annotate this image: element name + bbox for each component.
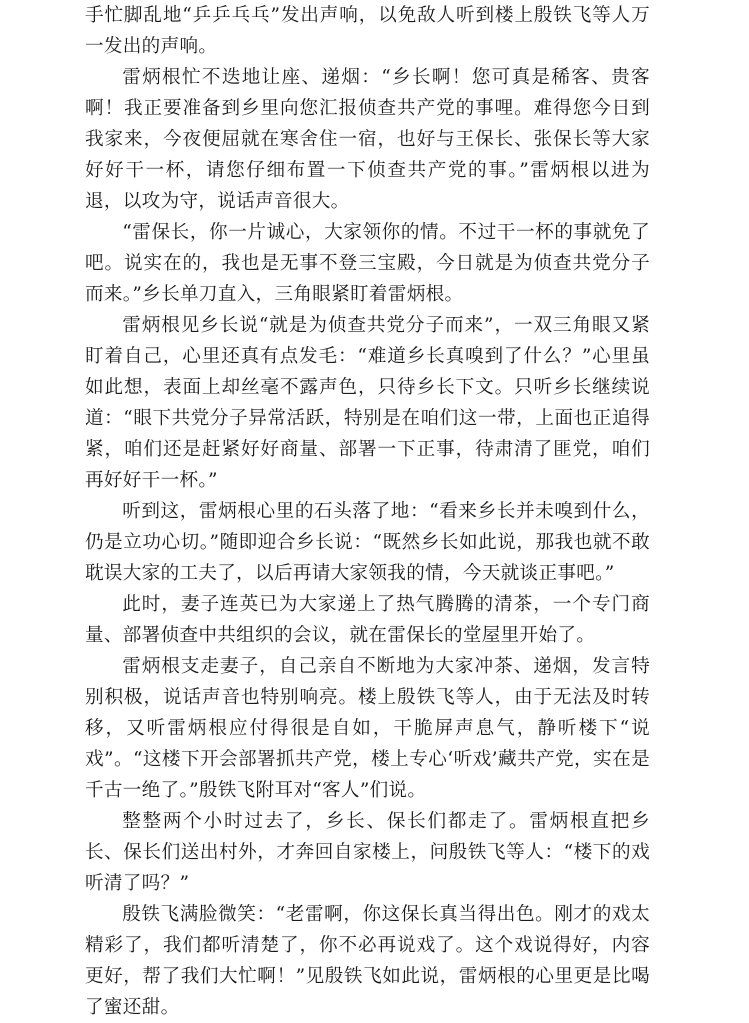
paragraph: 此时，妻子连英已为大家递上了热气腾腾的清茶，一个专门商量、部署侦查中共组织的会议，就在雷保长的堂屋里开始了。 (85, 594, 650, 646)
paragraph: 雷炳根忙不迭地让座、递烟：“乡长啊！您可真是稀客、贵客啊！我正要准备到乡里向您汇报侦查共产党的事哩。难得您今日到我家来，今夜便屈就在寒舍住一宿，也好与王保长、张保长等大家好好干一杯，请您仔细布置一下侦查共产党的事。”雷炳根以进为退，以攻为守，说话声音很大。 (85, 67, 650, 212)
page-text-column (85, 0, 650, 1023)
paragraph: “雷保长，你一片诚心，大家领你的情。不过干一杯的事就免了吧。说实在的，我也是无事不登三宝殿，今日就是为侦查共党分子而来。”乡长单刀直入，三角眼紧盯着雷炳根。 (85, 222, 650, 305)
paragraph: 整整两个小时过去了，乡长、保长们都走了。雷炳根直把乡长、保长们送出村外，才奔回自家楼上，问殷铁飞等人：“楼下的戏听清了吗？” (85, 811, 650, 894)
paragraph: 雷炳根见乡长说“就是为侦查共党分子而来”，一双三角眼又紧盯着自己，心里还真有点发毛：“难道乡长真嗅到了什么？”心里虽如此想，表面上却丝毫不露声色，只待乡长下文。只听乡长继续说道：“眼下共党分子异常活跃，特别是在咱们这一带，上面也正追得紧，咱们还是赶紧好好商量、部署一下正事，待肃清了匪党，咱们再好好干一杯。” (85, 315, 650, 491)
paragraph: 殷铁飞满脸微笑：“老雷啊，你这保长真当得出色。刚才的戏太精彩了，我们都听清楚了，你不必再说戏了。这个戏说得好，内容更好，帮了我们大忙啊！”见殷铁飞如此说，雷炳根的心里更是比喝了蜜还甜。 (85, 904, 650, 1018)
paragraph: 听到这，雷炳根心里的石头落了地：“看来乡长并未嗅到什么，仍是立功心切。”随即迎合乡长说：“既然乡长如此说，那我也就不敢耽误大家的工夫了，以后再请大家领我的情，今天就谈正事吧。” (85, 501, 650, 584)
paragraph: 手忙脚乱地“乒乒乓乓”发出声响，以免敌人听到楼上殷铁飞等人万一发出的声响。 (85, 5, 650, 57)
paragraph: 雷炳根支走妻子，自己亲自不断地为大家冲茶、递烟，发言特别积极，说话声音也特别响亮。楼上殷铁飞等人，由于无法及时转移，又听雷炳根应付得很是自如，干脆屏声息气，静听楼下“说戏”。“这楼下开会部署抓共产党，楼上专心‘听戏’藏共产党，实在是千古一绝了。”殷铁飞附耳对“客人”们说。 (85, 656, 650, 801)
